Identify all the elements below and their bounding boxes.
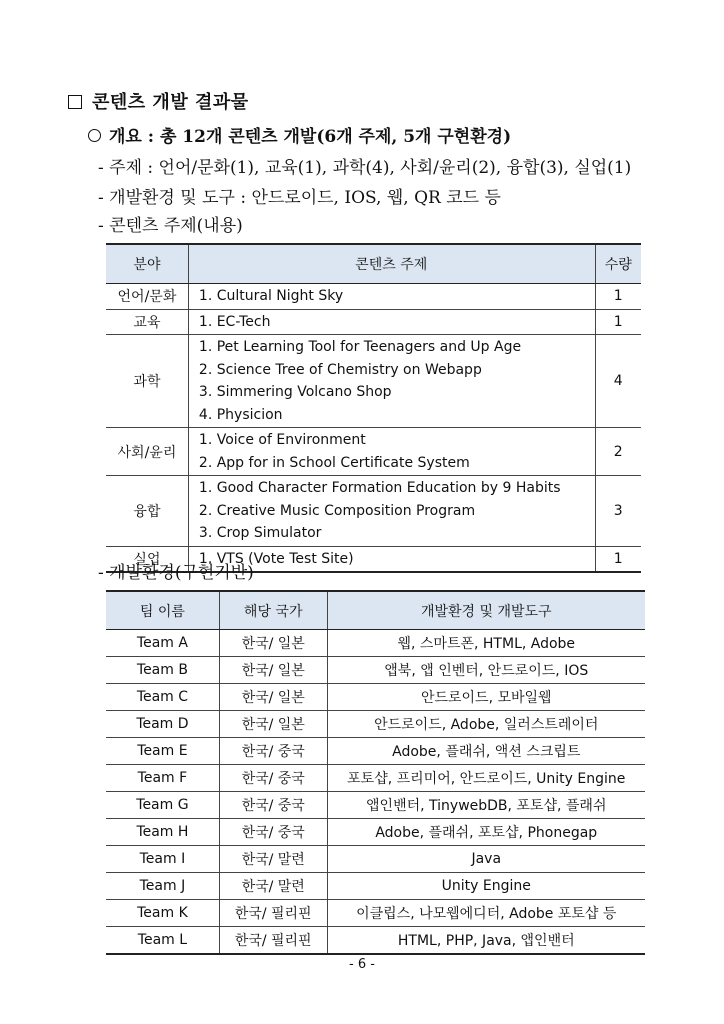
header-country: 해당 국가 xyxy=(219,591,327,630)
topic-item: 3. Simmering Volcano Shop xyxy=(198,384,392,400)
team-name-cell: Team G xyxy=(106,792,219,819)
count-cell: 4 xyxy=(595,335,641,428)
topic-cell xyxy=(188,476,595,547)
header-field: 분야 xyxy=(106,244,188,284)
table-row xyxy=(106,309,641,335)
table-row xyxy=(106,630,645,657)
tools-cell: Adobe, 플래쉬, 액션 스크립트 xyxy=(327,738,645,765)
table-row xyxy=(106,900,645,927)
table-row xyxy=(106,873,645,900)
tools-cell: 포토샵, 프리미어, 안드로이드, Unity Engine xyxy=(327,765,645,792)
field-cell: 사회/윤리 xyxy=(106,428,188,476)
field-cell: 실업 xyxy=(106,546,188,572)
header-count: 수량 xyxy=(595,244,641,284)
team-name-cell: Team I xyxy=(106,846,219,873)
table-row xyxy=(106,711,645,738)
topic-item: 2. Science Tree of Chemistry on Webapp xyxy=(198,361,482,378)
team-name-cell: Team A xyxy=(106,630,219,657)
tools-cell: 앱인밴터, TinywebDB, 포토샵, 플래쉬 xyxy=(327,792,645,819)
topic-item: 1. Pet Learning Tool for Teenagers and Up Age xyxy=(198,339,522,355)
table-row xyxy=(106,335,641,428)
topic-item: 2. App for in School Certificate System xyxy=(198,454,470,471)
table-header-row xyxy=(106,591,645,630)
contents-heading: - 콘텐츠 주제(내용) xyxy=(98,216,243,236)
team-name-cell: Team J xyxy=(106,873,219,900)
table-row xyxy=(106,284,641,310)
team-name-cell: Team C xyxy=(106,684,219,711)
field-cell: 과학 xyxy=(106,335,188,428)
topic-cell xyxy=(188,335,595,428)
section-heading xyxy=(68,88,249,114)
subject-line: - 주제 : 언어/문화(1), 교육(1), 과학(4), 사회/윤리(2), 융합(3), 실업(1) xyxy=(98,158,632,178)
tools-cell: 앱북, 앱 인벤터, 안드로이드, IOS xyxy=(327,657,645,684)
table-row xyxy=(106,846,645,873)
circle-bullet-icon xyxy=(88,129,101,142)
team-name-cell: Team D xyxy=(106,711,219,738)
topic-item: 1. Cultural Night Sky xyxy=(198,288,344,304)
country-cell: 한국/ 일본 xyxy=(219,684,327,711)
country-cell: 한국/ 일본 xyxy=(219,711,327,738)
topic-item: 1. Good Character Formation Education by 9 Habits xyxy=(198,480,561,496)
topic-item: 2. Creative Music Composition Program xyxy=(198,502,476,519)
count-cell: 1 xyxy=(595,309,641,335)
count-cell: 3 xyxy=(595,476,641,547)
country-cell: 한국/ 일본 xyxy=(219,630,327,657)
tools-cell: Java xyxy=(327,846,645,873)
tools-cell: Unity Engine xyxy=(327,873,645,900)
tools-cell: 안드로이드, Adobe, 일러스트레이터 xyxy=(327,711,645,738)
env-heading: - 개발환경(구현기반) xyxy=(98,563,254,583)
content-topic-table xyxy=(106,243,641,573)
team-name-cell: Team K xyxy=(106,900,219,927)
country-cell: 한국/ 중국 xyxy=(219,738,327,765)
header-team: 팀 이름 xyxy=(106,591,219,630)
overview-text: 개요 : 총 12개 콘텐츠 개발(6개 주제, 5개 구현환경) xyxy=(109,127,512,147)
tools-line: - 개발환경 및 도구 : 안드로이드, IOS, 웹, QR 코드 등 xyxy=(98,188,501,208)
checkbox-square-icon xyxy=(68,95,82,109)
tools-cell: Adobe, 플래쉬, 포토샵, Phonegap xyxy=(327,819,645,846)
field-cell: 융합 xyxy=(106,476,188,547)
table-row xyxy=(106,792,645,819)
count-cell: 1 xyxy=(595,546,641,572)
table-row xyxy=(106,657,645,684)
topic-cell xyxy=(188,428,595,476)
table-header-row xyxy=(106,244,641,284)
country-cell: 한국/ 필리핀 xyxy=(219,927,327,955)
team-name-cell: Team E xyxy=(106,738,219,765)
topic-item: 1. VTS (Vote Test Site) xyxy=(198,550,354,567)
dev-environment-table xyxy=(106,590,645,955)
topic-item: 1. EC-Tech xyxy=(198,313,271,330)
header-topic: 콘텐츠 주제 xyxy=(188,244,595,284)
field-cell: 교육 xyxy=(106,309,188,335)
table-row xyxy=(106,738,645,765)
country-cell: 한국/ 말련 xyxy=(219,846,327,873)
team-name-cell: Team H xyxy=(106,819,219,846)
count-cell: 2 xyxy=(595,428,641,476)
country-cell: 한국/ 말련 xyxy=(219,873,327,900)
country-cell: 한국/ 중국 xyxy=(219,765,327,792)
table-row xyxy=(106,765,645,792)
overview-line xyxy=(88,122,511,147)
country-cell: 한국/ 중국 xyxy=(219,819,327,846)
topic-item: 4. Physicion xyxy=(198,406,283,423)
topic-item: 1. Voice of Environment xyxy=(198,432,366,448)
tools-cell: HTML, PHP, Java, 앱인밴터 xyxy=(327,927,645,955)
page-number: - 6 - xyxy=(349,957,375,972)
team-name-cell: Team B xyxy=(106,657,219,684)
tools-cell: 이클립스, 나모웹에디터, Adobe 포토샵 등 xyxy=(327,900,645,927)
country-cell: 한국/ 중국 xyxy=(219,792,327,819)
topic-cell xyxy=(188,309,595,335)
header-tools: 개발환경 및 개발도구 xyxy=(327,591,645,630)
table-row xyxy=(106,476,641,547)
table-row xyxy=(106,819,645,846)
tools-cell: 웹, 스마트폰, HTML, Adobe xyxy=(327,630,645,657)
tools-cell: 안드로이드, 모바일웹 xyxy=(327,684,645,711)
country-cell: 한국/ 필리핀 xyxy=(219,900,327,927)
table-row xyxy=(106,927,645,955)
country-cell: 한국/ 일본 xyxy=(219,657,327,684)
team-name-cell: Team L xyxy=(106,927,219,955)
topic-item: 3. Crop Simulator xyxy=(198,525,322,541)
table-row xyxy=(106,684,645,711)
field-cell: 언어/문화 xyxy=(106,284,188,310)
section-title: 콘텐츠 개발 결과물 xyxy=(92,92,249,113)
team-name-cell: Team F xyxy=(106,765,219,792)
table-row xyxy=(106,428,641,476)
count-cell: 1 xyxy=(595,284,641,310)
topic-cell xyxy=(188,284,595,310)
